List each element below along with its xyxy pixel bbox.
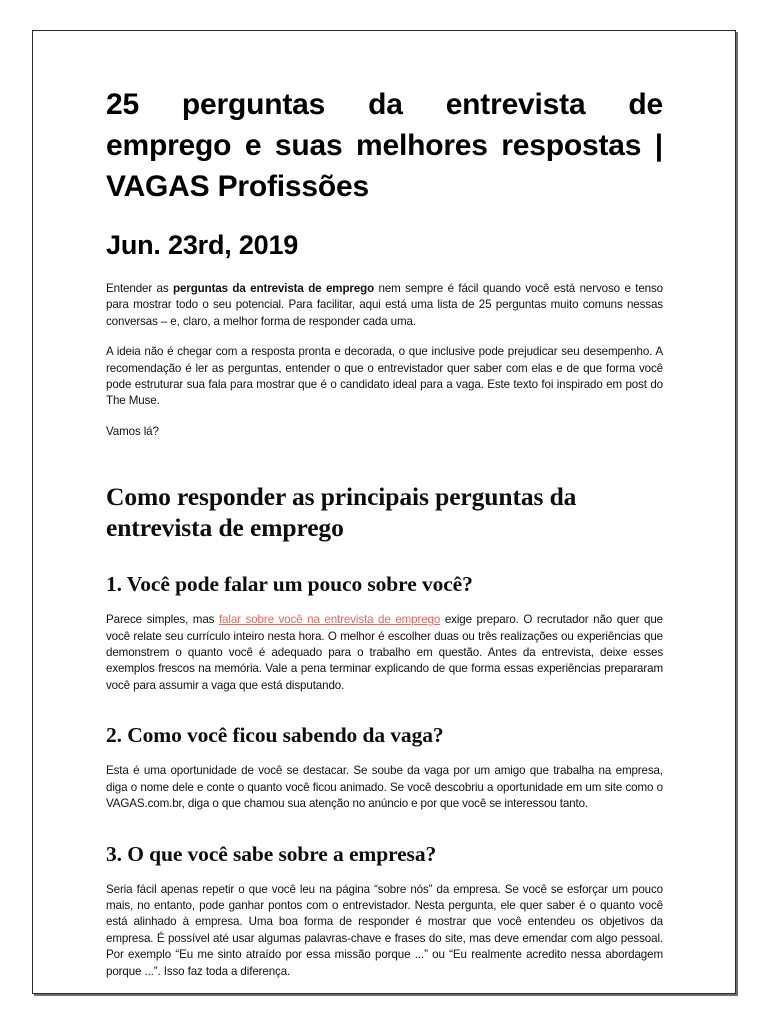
intro-paragraph-1 — [106, 281, 663, 330]
question-heading-2: 2. Como você ficou sabendo da vaga? — [106, 723, 444, 748]
answer-wrapper-1 — [106, 612, 663, 694]
document-title-line-3: VAGAS Profissões — [106, 170, 369, 203]
question-heading-1: 1. Você pode falar um pouco sobre você? — [106, 572, 473, 597]
section-heading-como-responder: Como responder as principais perguntas da entrevista de emprego — [106, 482, 577, 543]
answer-paragraph-1 — [106, 612, 663, 694]
intro-paragraph-2: A ideia não é chegar com a resposta pronta e decorada, o que inclusive pode prejudicar seu desempenho. A recomendação é ler as perguntas, entender o que o entrevistador quer saber com elas e de que forma você pode estruturar sua fala para mostrar que é o candidato ideal para a vaga. Este texto foi inspirado em post do The Muse. — [106, 345, 663, 408]
intro-p1-suffix: nem sempre é fácil quando você está nervoso e tenso para mostrar todo o seu potencial. Para facilitar, aqui está uma lista de 25 perguntas muito comuns nessas conversas – e, claro, a melhor forma de responder cada uma. — [106, 282, 663, 328]
document-page — [32, 30, 736, 994]
answer-1-prefix: Parece simples, mas — [106, 613, 219, 627]
question-heading-3: 3. O que você sabe sobre a empresa? — [106, 841, 437, 866]
answer-1-suffix: exige preparo. O recrutador não quer que você relate seu currículo inteiro nesta hora. O melhor é escolher duas ou três realizações ou experiências que demonstrem o quanto você é adequado para o trabalho em questão. Antes da entrevista, deixe esses exemplos frescos na memória. Vale a pena terminar explicando de que forma essas experiências prepararam você para assumir a vaga que está disputando. — [106, 613, 664, 692]
answer-wrapper-2 — [106, 763, 663, 812]
intro-p1-bold-phrase: perguntas da entrevista de emprego — [173, 282, 375, 295]
question-block-3 — [106, 841, 663, 980]
answer-paragraph-3: Seria fácil apenas repetir o que você leu na página “sobre nós” da empresa. Se você se esforçar um pouco mais, no entanto, pode ganhar pontos com o entrevistador. Nesta pergunta, ele quer saber é o quanto você está alinhado à empresa. Uma boa forma de responder é mostrar que você entendeu os objetivos da empresa. É possível até usar algumas palavras-chave e frases do site, mas deve emendar com algo pessoal. Por exemplo “Eu me sinto atraído por essa missão porque ...” ou “Eu realmente acredito nessa abordagem porque ...”. Isso faz toda a diferença. — [106, 882, 663, 978]
document-title-line-1: 25 perguntas da entrevista de — [106, 88, 663, 121]
question-block-2 — [106, 722, 663, 812]
document-title-line-2: emprego e suas melhores respostas | — [106, 129, 663, 162]
question-block-1 — [106, 571, 663, 694]
inline-link-falar-sobre-voce[interactable]: falar sobre você na entrevista de emprego — [218, 613, 441, 627]
document-title — [106, 84, 663, 207]
document-date: Jun. 23rd, 2019 — [106, 230, 299, 260]
page-content — [106, 84, 663, 980]
answer-wrapper-3 — [106, 882, 663, 980]
intro-p1-prefix: Entender as — [106, 282, 174, 295]
intro-paragraphs — [106, 281, 663, 440]
intro-paragraph-3: Vamos lá? — [106, 424, 159, 438]
answer-paragraph-2: Esta é uma oportunidade de você se destacar. Se soube da vaga por um amigo que trabalha na empresa, diga o nome dele e conte o quanto você ficou animado. Se você descobriu a oportunidade em um site como o VAGAS.com.br, diga o que chamou sua atenção no anúncio e por que você se interessou tanto. — [106, 764, 663, 811]
